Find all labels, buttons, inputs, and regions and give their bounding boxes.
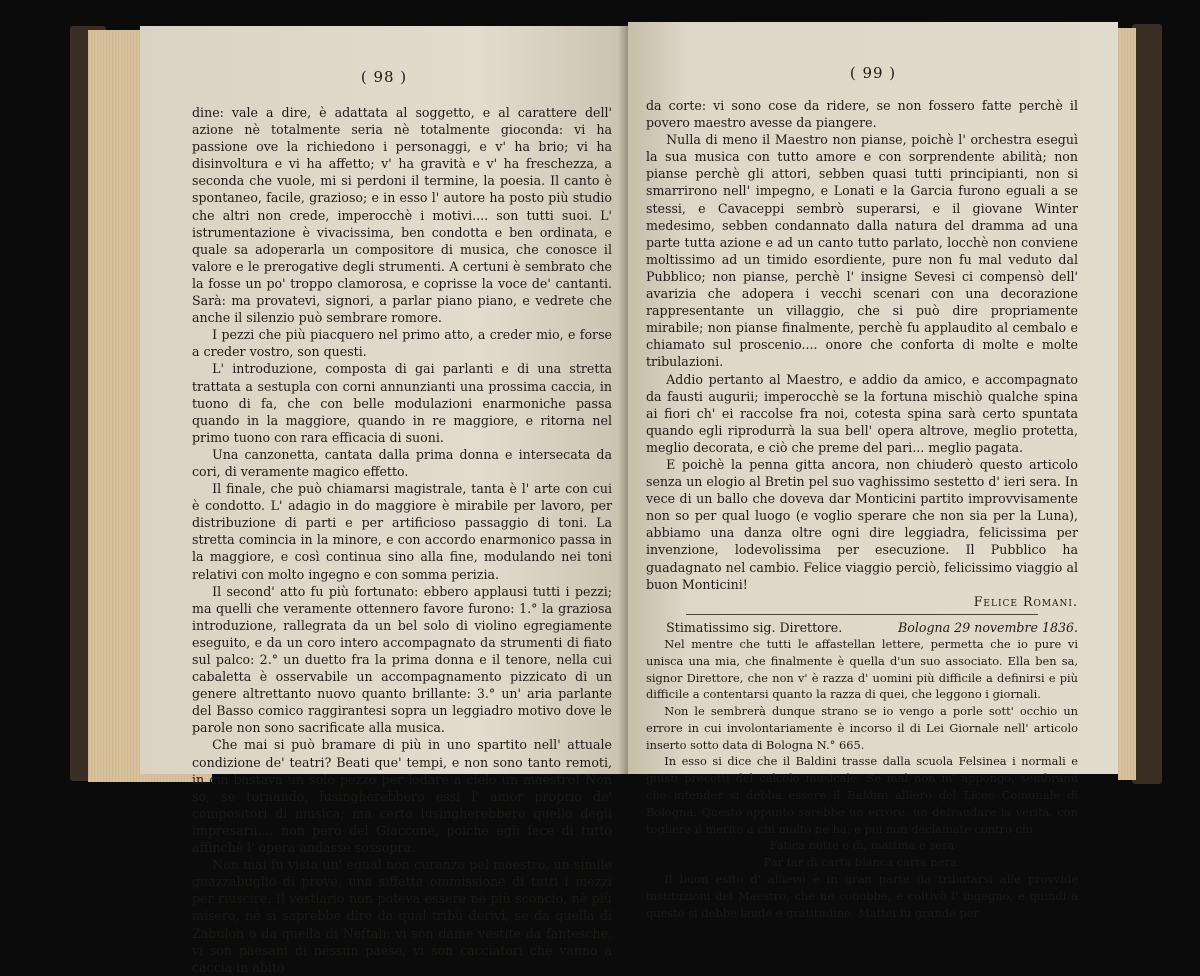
letter-salutation: Stimatissimo sig. Direttore. [666, 619, 843, 635]
right-paragraph: da corte: vi sono cose da ridere, se non fossero fatte perchè il povero maestro avesse da piangere. [646, 98, 1078, 131]
left-paragraph: I pezzi che più piacquero nel primo atto, a creder mio, e forse a creder vostro, son questi. [192, 327, 612, 360]
left-paragraph: Il finale, che può chiamarsi magistrale, tanta è l' arte con cui è condotto. L' adagio in do maggiore è mirabile per lavoro, per distribuzione di parti e per artificioso passaggio di toni. La stretta comincia in la minore, e con accordo enarmonico passa in la maggiore, e così continua sino alla fine, modulando nei toni relativi con molto ingegno e con somma perizia. [192, 481, 612, 582]
left-paragraph: Il second' atto fu più fortunato: ebbero applausi tutti i pezzi; ma quelli che veramente ottennero favore furono: 1.° la graziosa introduzione, rallegrata da un bel solo di violino egregiamente eseguito, e da un coro intero accompagnato da strumenti di fiato sul palco: 2.° un duetto fra la prima donna e il tenore, nella cui cabaletta è osservabile un accompagnamento pizzicato di un genere altrettanto nuovo quanto brillante: 3.° un' aria parlante del Basso comico raggirantesi sopra un leggiadro motivo dove le parole non sono sacrificate alla musica. [192, 583, 612, 736]
left-page-text [192, 104, 612, 976]
letter-body [646, 636, 1078, 922]
right-page [628, 22, 1118, 920]
right-page-text [646, 97, 1078, 921]
letter-heading [646, 619, 1078, 636]
right-paragraph: Nulla di meno il Maestro non pianse, poichè l' orchestra eseguì la sua musica con tutto amore e con sorprendente abilità; non pianse perchè gli attori, sebben quasi tutti principianti, non si smarrirono nell' impegno, e Lonati e la Garcia furono eguali a se stessi, e Cavaceppi sembrò superarsi, e il giovane Winter medesimo, sebben condannato dalla natura del dramma ad una parte tutta azione e ad un canto tutto parlato, locchè non conviene moltissimo ad un timido esordiente, pure non fu mal veduto dal Pubblico; non pianse, perchè l' insigne Sevesi ci compensò dell' avarizia che adopera i vecchi scenari con una decorazione rappresentante un villaggio, che si può dire propriamente mirabile; non pianse finalmente, perchè fu applaudito al cembalo e chiamato sul proscenio.... onore che conforta di molte e molte tribulazioni. [646, 132, 1078, 370]
letter-date: Bologna 29 novembre 1836. [898, 619, 1078, 635]
right-page-block-edge [1118, 28, 1136, 780]
letter-paragraph: In esso si dice che il Baldini trasse dalla scuola Felsinea i normali e giusti precetti del calcolo musicale. Se mal non m' appongo, sembrami che intender si debba essere il Baldini alliero del Liceo Comunale di Bologna. Questo appunto sarebbe un errore, un defraudare la verità, con togliere il merito a chi molto ne ha: e poi non declamate contro chi [646, 754, 1078, 836]
letter-paragraph: Nel mentre che tutti le affastellan lettere, permetta che io pure vi unisca una mia, che finalmente è quella d'un suo associato. Ella ben sa, signor Direttore, che non v' è razza d' uomini più difficile a definirsi e più difficile a contentarsi quanto la razza di quei, che leggono i giornali. [646, 636, 1078, 702]
letter-paragraph: Non le sembrerà dunque strano se io vengo a porle sott' occhio un errore in cui involontariamente è incorso il di Lei Giornale nell' articolo inserto sotto data di Bologna N.° 665. [646, 704, 1078, 752]
verse-line: Fatica notte e dì, mattina e sera [769, 838, 955, 853]
left-paragraph: L' introduzione, composta di gai parlanti e di una stretta trattata a sestupla con corni annunzianti una prossima caccia, in tuono di fa, che con belle modulazioni enarmoniche passa quando in la maggiore, quando in re maggiore, e ritorna nel primo tuono con rara efficacia di suoni. [192, 361, 612, 445]
signature: Felice Romani. [973, 593, 1078, 609]
left-paragraph: Non mai fu vista un' egual non curanza pel maestro, un simile guazzabuglio di prove, una siffatta ommissione di tutti i mezzi per riuscire. Il vestiario non poteva essere nè più sconcio, nè più misero, nè si saprebbe dire da qual tribù derivi, se da quella di Zabulon o da quella di Neftali: vi son dame vestite da fantesche, vi son paesani di nessun paese, vi son cacciatori che vanno a caccia in abito [192, 857, 612, 975]
left-paragraph: dine: vale a dire, è adattata al soggetto, e al carattere dell' azione nè totalmente seria nè totalmente gioconda: vi ha passione ove la richiedono i personaggi, e v' ha brio; vi ha disinvoltura e vi ha affetto; v' ha gravità e v' ha freschezza, a seconda che vuole, mi si perdoni il termine, la poesia. Il canto è spontaneo, facile, grazioso; e in esso l' autore ha posto più studio che altri non crede, imperocchè i motivi.... son tutti suoi. L' istrumentazione è vivacissima, ben condotta e ben ordinata, e quale sa adoperarla un compositore di musica, che conosce il valore e le prerogative degli strumenti. A certuni è sembrato che la fosse un po' troppo clamorosa, e coprisse la voce de' cantanti. Sarà: ma provatevi, signori, a parlar piano piano, e vedrete che anche il silenzio può sembrare romore. [192, 105, 612, 326]
verse-line: Par far di carta bianca carta nera. [763, 855, 961, 870]
left-paragraph: Che mai si può bramare di più in uno spartito nell' attuale condizione de' teatri? Beati que' tempi, e non sono tanto remoti, in cui bastava un solo pezzo per lodare a cielo un maestro! Non so, se tornando, lusingherebbero essi l' amor proprio de' compositori di musica; ma certo lusingherebbero quello degli impresarii.... non però del Giaccone, poichè egli fece di tutto affinchè l' opera andasse sossopra. [192, 737, 612, 856]
left-page [140, 26, 628, 975]
page-number-left: ( 98 ) [360, 68, 408, 86]
letter-paragraph: Il buon esito d' allievo è in gran parte da tributarsi alle provvide instituzioni del Maestro, che ne conobbe, e coltivò l' ingegno, e quindi a questo si debbe laude e gratitudine. Mattei fu grande per [646, 872, 1078, 920]
right-cover-board [1132, 24, 1162, 784]
right-paragraph: Addio pertanto al Maestro, e addio da amico, e accompagnato da fausti augurii; imperocchè se la fortuna mischiò qualche spina ai fiori ch' ei raccolse fra noi, cotesta spina sarà certo spuntata quando egli riprodurrà la sua bell' opera altrove, meglio protetta, meglio decorata, e ciò che preme del pari... meglio pagata. [646, 371, 1078, 455]
section-divider [686, 614, 1038, 615]
left-paragraph: Una canzonetta, cantata dalla prima donna e intersecata da cori, di veramente magico effetto. [192, 446, 612, 479]
page-number-right: ( 99 ) [849, 64, 897, 82]
right-paragraph: E poichè la penna gitta ancora, non chiuderò questo articolo senza un elogio al Bretin pel suo vaghissimo sestetto d' ieri sera. In vece di un ballo che doveva dar Monticini partito improvvisamente non so per qual luogo (e voglio sperare che non sia per la Luna), abbiamo una danza oltre ogni dire leggiadra, felicissima per invenzione, lodevolissima per esecuzione. Il Pubblico ha guadagnato nel cambio. Felice viaggio perciò, felicissimo viaggio al buon Monticini! [646, 456, 1078, 592]
